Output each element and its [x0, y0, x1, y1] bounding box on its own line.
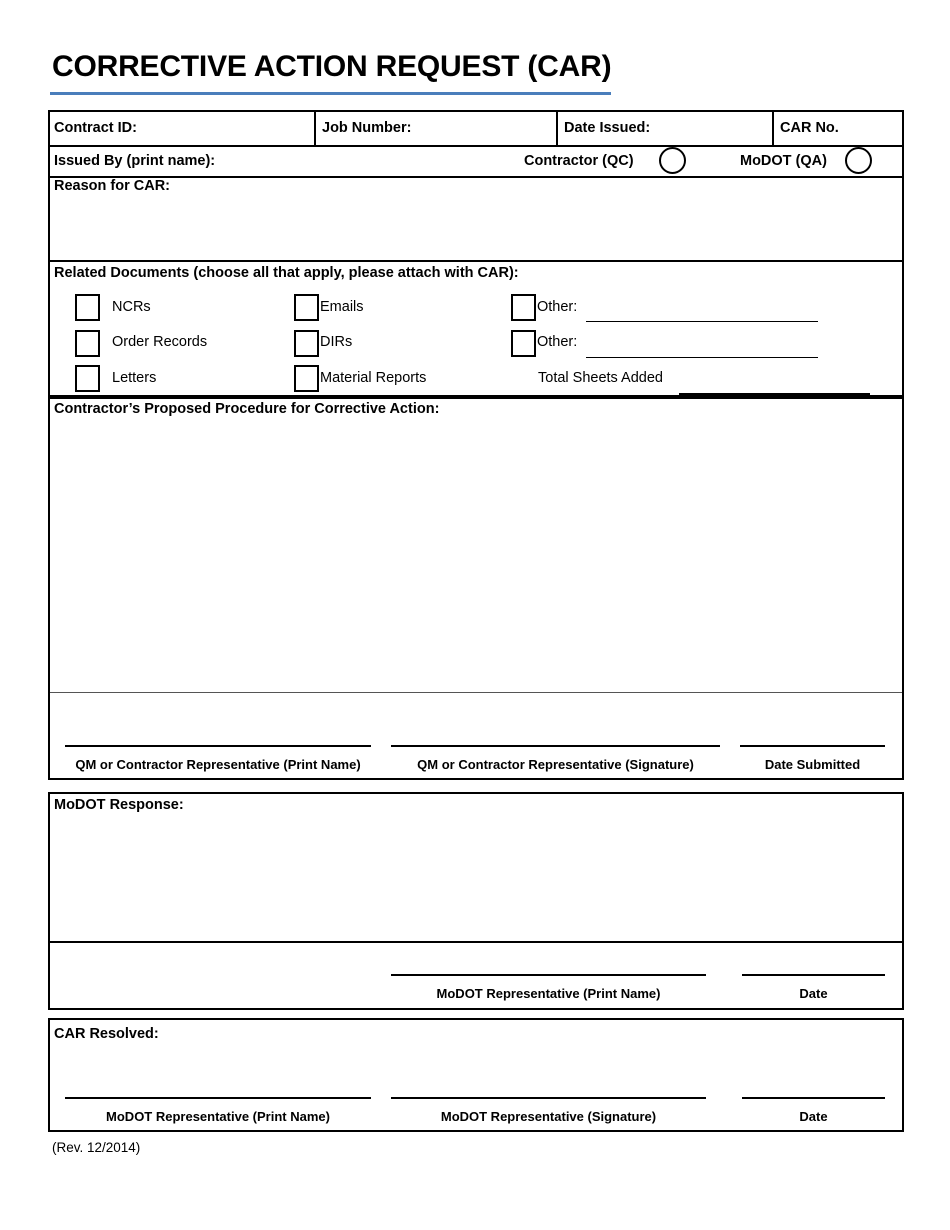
- job-number-field[interactable]: [428, 116, 552, 142]
- revision-footer: (Rev. 12/2014): [52, 1140, 141, 1155]
- signature-line-qm-signature: [391, 745, 720, 747]
- checkbox-emails[interactable]: [294, 294, 319, 321]
- contractor-qc-label: Contractor (QC): [524, 153, 634, 169]
- signature-caption-qm-print: QM or Contractor Representative (Print Name): [75, 757, 361, 772]
- signature-caption-modot-date: Date: [799, 986, 828, 1001]
- car-resolved-input[interactable]: [52, 1048, 898, 1090]
- signature-line-resolved-print: [65, 1097, 371, 1099]
- checkbox-label-material-reports: Material Reports: [320, 370, 427, 386]
- proposed-procedure-heading: Contractor’s Proposed Procedure for Corrective Action:: [54, 401, 440, 417]
- other-2-input[interactable]: [586, 335, 818, 357]
- divider-reason-bottom: [48, 260, 904, 262]
- issued-by-field[interactable]: [208, 149, 508, 174]
- date-issued-field[interactable]: [668, 116, 768, 142]
- checkbox-other-1[interactable]: [511, 294, 536, 321]
- signature-caption-date-submitted: Date Submitted: [764, 757, 861, 772]
- reason-for-car-input[interactable]: [52, 200, 898, 258]
- divider-issuedby-row-bottom: [48, 176, 904, 178]
- contract-id-field[interactable]: [150, 116, 308, 142]
- signature-input-modot-print[interactable]: [391, 947, 706, 973]
- job-number-label: Job Number:: [322, 120, 412, 136]
- checkbox-other-2[interactable]: [511, 330, 536, 357]
- total-sheets-added-label: Total Sheets Added: [538, 370, 663, 386]
- checkbox-ncrs[interactable]: [75, 294, 100, 321]
- signature-caption-resolved-date: Date: [799, 1109, 828, 1124]
- signature-input-modot-date[interactable]: [742, 947, 885, 973]
- checkbox-label-letters: Letters: [112, 370, 157, 386]
- date-issued-label: Date Issued:: [564, 120, 651, 136]
- checkbox-dirs[interactable]: [294, 330, 319, 357]
- divider-procedure-signature-area: [50, 692, 902, 693]
- total-sheets-added-input[interactable]: [679, 371, 870, 393]
- checkbox-letters[interactable]: [75, 365, 100, 392]
- checkbox-label-order-records: Order Records: [112, 334, 208, 350]
- signature-line-modot-date: [742, 974, 885, 976]
- signature-line-resolved-date: [742, 1097, 885, 1099]
- signature-input-date-submitted[interactable]: [740, 718, 885, 744]
- signature-caption-qm-signature: QM or Contractor Representative (Signature): [417, 757, 694, 772]
- modot-response-input[interactable]: [52, 820, 898, 939]
- checkbox-label-other-2: Other:: [537, 334, 578, 350]
- proposed-procedure-input[interactable]: [52, 424, 898, 690]
- signature-line-qm-print: [65, 745, 371, 747]
- contractor-qc-radio[interactable]: [659, 147, 686, 174]
- other-1-input[interactable]: [586, 299, 818, 321]
- car-no-field[interactable]: [854, 116, 900, 142]
- title-accent-rule: [50, 92, 611, 95]
- reason-for-car-label: Reason for CAR:: [54, 178, 171, 194]
- modot-response-heading: MoDOT Response:: [54, 797, 184, 813]
- divider-job-date: [556, 110, 558, 146]
- signature-input-qm-signature[interactable]: [391, 718, 720, 744]
- signature-line-modot-print: [391, 974, 706, 976]
- other-2-line: [586, 357, 818, 358]
- divider-modot-response-signature-area: [48, 941, 904, 943]
- car-resolved-heading: CAR Resolved:: [54, 1026, 159, 1042]
- divider-date-carno: [772, 110, 774, 146]
- divider-header-row-bottom: [48, 145, 904, 147]
- modot-qa-label: MoDOT (QA): [740, 153, 827, 169]
- modot-qa-radio[interactable]: [845, 147, 872, 174]
- signature-caption-resolved-signature: MoDOT Representative (Signature): [440, 1109, 657, 1124]
- signature-caption-resolved-print: MoDOT Representative (Print Name): [106, 1109, 330, 1124]
- checkbox-label-ncrs: NCRs: [112, 299, 151, 315]
- total-sheets-added-line: [679, 393, 870, 395]
- related-documents-heading: Related Documents (choose all that apply, please attach with CAR):: [54, 265, 519, 281]
- issued-by-label: Issued By (print name):: [54, 153, 216, 169]
- checkbox-label-other-1: Other:: [537, 299, 578, 315]
- checkbox-label-dirs: DIRs: [320, 334, 353, 350]
- signature-line-date-submitted: [740, 745, 885, 747]
- checkbox-material-reports[interactable]: [294, 365, 319, 392]
- checkbox-label-emails: Emails: [320, 299, 364, 315]
- other-1-line: [586, 321, 818, 322]
- signature-input-qm-print[interactable]: [65, 718, 371, 744]
- car-no-label: CAR No.: [780, 120, 839, 136]
- signature-caption-modot-print: MoDOT Representative (Print Name): [436, 986, 661, 1001]
- signature-line-resolved-signature: [391, 1097, 706, 1099]
- contract-id-label: Contract ID:: [54, 120, 137, 136]
- checkbox-order-records[interactable]: [75, 330, 100, 357]
- page-title: CORRECTIVE ACTION REQUEST (CAR): [52, 50, 612, 83]
- divider-contract-job: [314, 110, 316, 146]
